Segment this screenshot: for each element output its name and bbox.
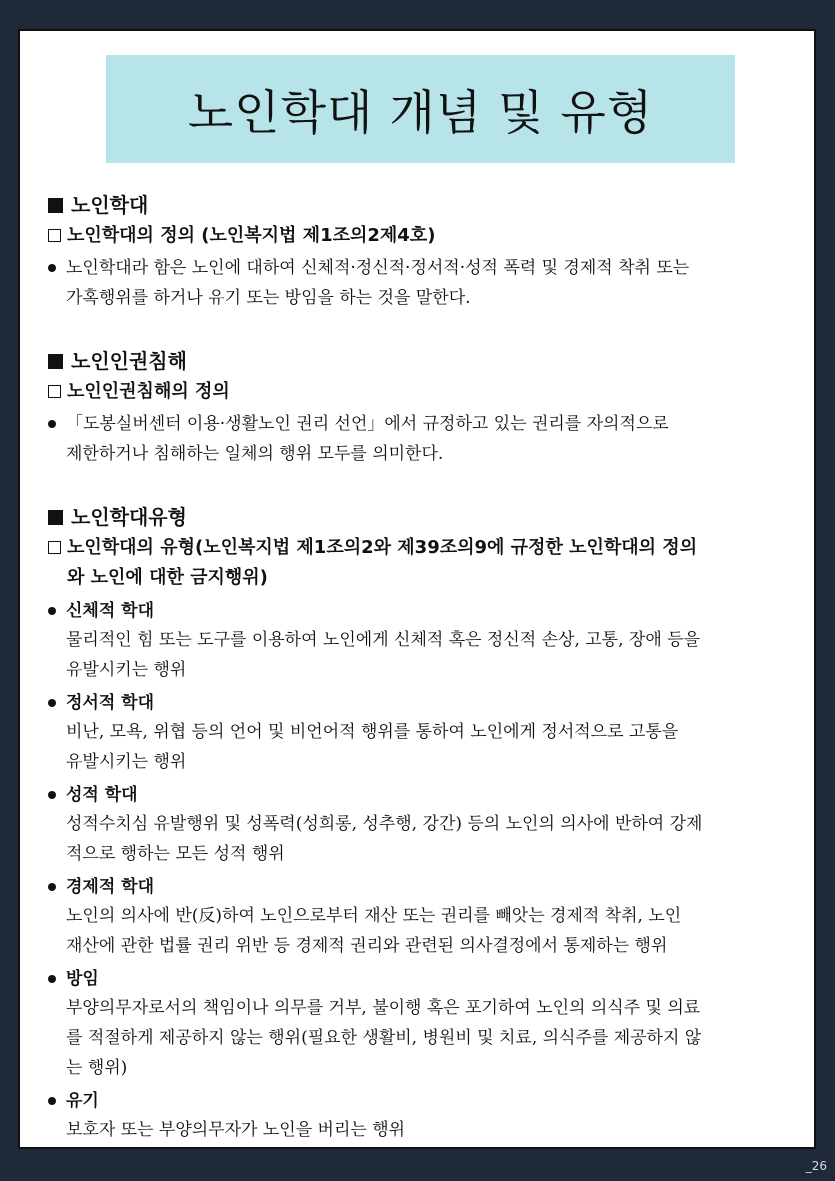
filled-square-icon (48, 198, 63, 213)
section-heading (46, 347, 794, 375)
definition-paragraph (46, 409, 794, 469)
document-content (46, 191, 794, 1145)
sub-heading-text: 노인학대의 정의 (노인복지법 제1조의2제4호) (67, 225, 436, 246)
section-elder-abuse (46, 191, 794, 313)
abuse-type-title-text: 방임 (66, 969, 99, 989)
definition-paragraph (46, 253, 794, 313)
bullet-icon (48, 975, 56, 983)
bullet-icon (48, 1097, 56, 1105)
section-heading-text: 노인학대 (71, 193, 149, 217)
abuse-type-title-text: 경제적 학대 (66, 877, 155, 897)
bullet-icon (48, 791, 56, 799)
abuse-type-title (46, 873, 794, 901)
sub-heading-text: 노인인권침해의 정의 (67, 381, 230, 402)
bullet-icon (48, 264, 56, 272)
section-heading (46, 191, 794, 219)
outline-square-icon (48, 541, 61, 554)
abuse-type-title (46, 689, 794, 717)
bullet-icon (48, 420, 56, 428)
filled-square-icon (48, 354, 63, 369)
page-number: _26 (805, 1159, 827, 1173)
outline-square-icon (48, 229, 61, 242)
abuse-type-economic (46, 873, 794, 961)
abuse-type-description: 물리적인 힘 또는 도구를 이용하여 노인에게 신체적 혹은 정신적 손상, 고통, 장애 등을 유발시키는 행위 (66, 630, 701, 680)
sub-heading (46, 377, 794, 407)
abuse-type-title (46, 781, 794, 809)
abuse-type-abandonment (46, 1087, 794, 1145)
abuse-type-title (46, 1087, 794, 1115)
paragraph-text: 「도봉실버센터 이용·생활노인 권리 선언」에서 규정하고 있는 권리를 자의적으로 제한하거나 침해하는 일체의 행위 모두를 의미한다. (66, 414, 669, 464)
abuse-type-description: 비난, 모욕, 위협 등의 언어 및 비언어적 행위를 통하여 노인에게 정서적으로 고통을 유발시키는 행위 (66, 722, 679, 772)
abuse-type-description: 성적수치심 유발행위 및 성폭력(성희롱, 성추행, 강간) 등의 노인의 의사에 반하여 강제 적으로 행하는 모든 성적 행위 (66, 814, 703, 864)
section-human-rights-violation (46, 347, 794, 469)
outline-square-icon (48, 385, 61, 398)
abuse-type-title-text: 정서적 학대 (66, 693, 155, 713)
abuse-type-title-text: 신체적 학대 (66, 601, 155, 621)
title-banner (106, 55, 735, 163)
abuse-type-description: 부양의무자로서의 책임이나 의무를 거부, 불이행 혹은 포기하여 노인의 의식주 및 의료 를 적절하게 제공하지 않는 행위(필요한 생활비, 병원비 및 치료, 의식주를 제공하지 않 는 행위) (66, 998, 702, 1078)
abuse-type-title (46, 965, 794, 993)
sub-heading-text: 노인학대의 유형(노인복지법 제1조의2와 제39조의9에 규정한 노인학대의 정의 와 노인에 대한 금지행위) (67, 537, 698, 588)
section-heading-text: 노인학대유형 (71, 505, 187, 529)
abuse-type-title-text: 유기 (66, 1091, 99, 1111)
abuse-type-physical (46, 597, 794, 685)
bullet-icon (48, 883, 56, 891)
section-heading (46, 503, 794, 531)
bullet-icon (48, 699, 56, 707)
abuse-type-neglect (46, 965, 794, 1083)
bullet-icon (48, 607, 56, 615)
abuse-type-description: 노인의 의사에 반(反)하여 노인으로부터 재산 또는 권리를 빼앗는 경제적 착취, 노인 재산에 관한 법률 권리 위반 등 경제적 권리와 관련된 의사결정에서 통제하는 행위 (66, 906, 682, 956)
sub-heading (46, 221, 794, 251)
abuse-type-title (46, 597, 794, 625)
page-title: 노인학대 개념 및 유형 (187, 85, 654, 141)
abuse-type-sexual (46, 781, 794, 869)
paragraph-text: 노인학대라 함은 노인에 대하여 신체적·정신적·정서적·성적 폭력 및 경제적 착취 또는 가혹행위를 하거나 유기 또는 방임을 하는 것을 말한다. (66, 258, 690, 308)
section-abuse-types (46, 503, 794, 1145)
abuse-type-title-text: 성적 학대 (66, 785, 138, 805)
section-heading-text: 노인인권침해 (71, 349, 187, 373)
abuse-type-description: 보호자 또는 부양의무자가 노인을 버리는 행위 (66, 1120, 406, 1140)
filled-square-icon (48, 510, 63, 525)
document-page (18, 29, 816, 1149)
abuse-type-emotional (46, 689, 794, 777)
sub-heading (46, 533, 794, 593)
